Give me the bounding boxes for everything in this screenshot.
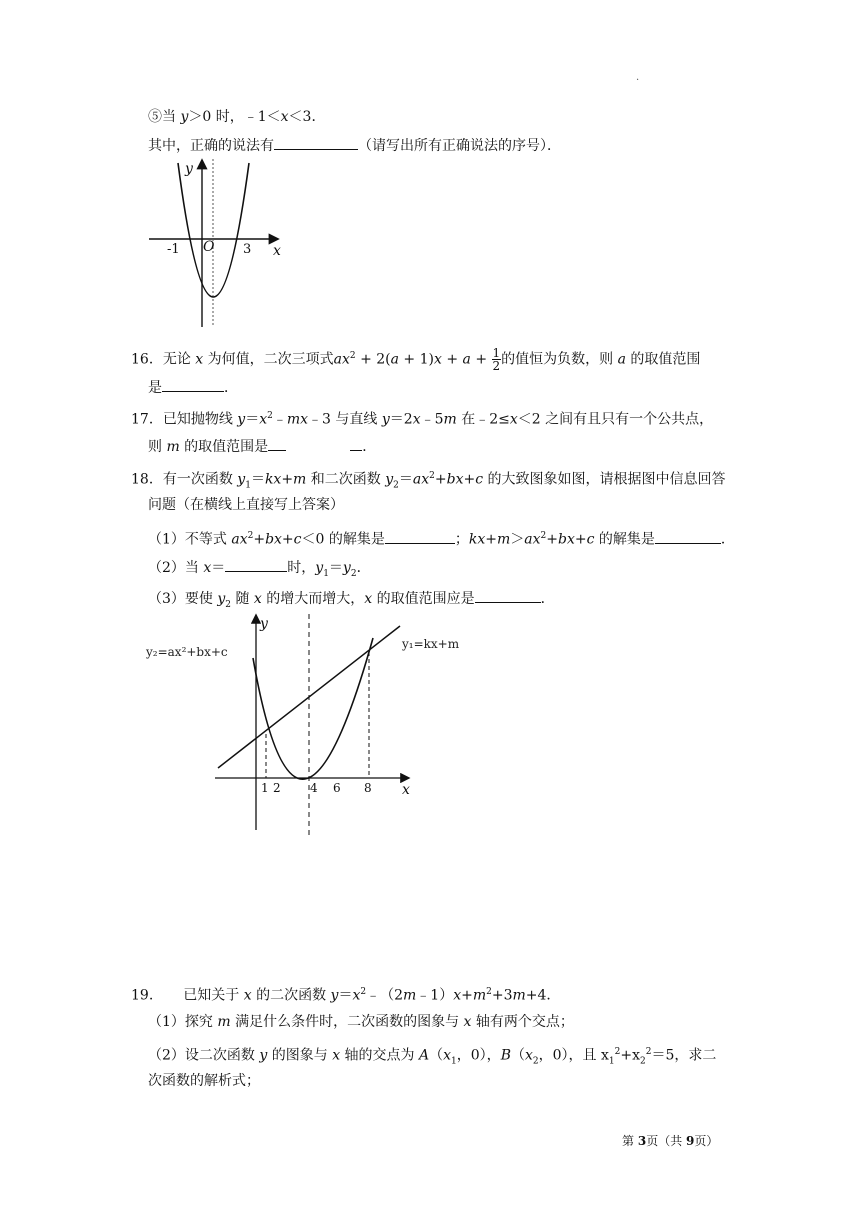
- q15-x-label: x: [273, 243, 281, 259]
- q15-parabola-graph: [145, 155, 295, 333]
- q18-tick-6: 6: [333, 781, 341, 795]
- page-footer: 第 3页（共 9页）: [622, 1134, 719, 1148]
- q17-line2: 则 m 的取值范围是 ．: [148, 436, 376, 457]
- q18-tick-8: 8: [364, 781, 372, 795]
- total-pages: 9: [686, 1134, 695, 1148]
- q18-y-label: y: [260, 616, 268, 632]
- q15-item5: ⑤当 y＞0 时，﹣1＜x＜3．: [148, 109, 326, 125]
- q18-tick-2: 2: [273, 781, 281, 795]
- q16-line1: 16．无论 x 为何值，二次三项式$ax^2 + 2(a + 1)x + a$ + $\frac{1}{2}$ 的值恒为负数，则 a 的取值范围: [131, 346, 701, 374]
- q19-line1: 19. 已知关于 x 的二次函数 $y=x^2﹣(2m﹣1)x+m^2+3m+4$．: [131, 987, 561, 1004]
- q17-answer-blank[interactable]: [268, 436, 286, 451]
- current-page: 3: [637, 1134, 647, 1148]
- q17-line1: 17．已知抛物线 $y=x^2﹣mx﹣3$ 与直线 y＝2x﹣5m 在﹣2≤x＜2 之间有且只有一个公共点，: [131, 411, 714, 428]
- q18-part3: （3）要使 $y_2$ 随 x 的增大而增大，x 的取值范围应是 ．: [148, 588, 555, 615]
- q15-origin-label: O: [203, 239, 215, 255]
- q18-part1: （1）不等式 $ax^2+bx+c<0$ 的解集是 ；$kx+m>ax^2+bx+c$ 的解集是 ．: [148, 526, 735, 550]
- q18-parabola: [253, 638, 373, 779]
- header-dot: .: [636, 72, 640, 83]
- q18-line1: 18．有一次函数 $y_1=kx+m$ 和二次函数 $y_2=ax^2+bx+c$ 的大致图象如图，请根据图中信息回答: [131, 471, 726, 491]
- q18-part1-blank-a[interactable]: [385, 529, 455, 544]
- q16-fraction: $\frac{1}{2}$: [492, 346, 501, 374]
- q18-tick-1: 1: [261, 781, 269, 795]
- q15-tick-3: 3: [243, 242, 252, 257]
- q18-part1-blank-b[interactable]: [655, 529, 721, 544]
- q16-answer-blank[interactable]: [162, 377, 224, 392]
- q18-x-label: x: [402, 782, 410, 798]
- q19-part2: （2）设二次函数 y 的图象与 x 轴的交点为 $A(x_1$，0），$B(x_2$，0），且 $x_1^2+x_2^2=5$，求二: [148, 1047, 717, 1067]
- q15-tick-neg1: -1: [167, 242, 180, 257]
- q19-part2-line2: 次函数的解析式；: [148, 1073, 260, 1089]
- q16-text-fix: 为何值，二次三项式: [203, 351, 334, 368]
- q18-part2-blank[interactable]: [225, 557, 287, 572]
- q18-parabola-label: y₂=ax²+bx+c: [146, 645, 228, 659]
- q18-graph: [140, 610, 470, 840]
- q15-prompt: 其中，正确的说法有 （请写出所有正确说法的序号）．: [148, 135, 561, 156]
- q18-part3-blank[interactable]: [475, 588, 541, 603]
- q19-part1: （1）探究 m 满足什么条件时，二次函数的图象与 x 轴有两个交点；: [148, 1014, 574, 1030]
- q18-line-label: y₁=kx+m: [402, 637, 460, 651]
- circled-five: ⑤: [148, 109, 162, 125]
- q16-line2: 是 ．: [148, 377, 238, 398]
- q18-tick-4: 4: [310, 781, 318, 795]
- q18-part2: （2）当 x＝ 时，$y_1=y_2$．: [148, 557, 371, 584]
- q15-y-label: y: [185, 161, 193, 177]
- q18-line2: 问题（在横线上直接写上答案）: [148, 497, 344, 513]
- q18-line-y1: [218, 626, 400, 768]
- q15-answer-blank[interactable]: [274, 135, 358, 150]
